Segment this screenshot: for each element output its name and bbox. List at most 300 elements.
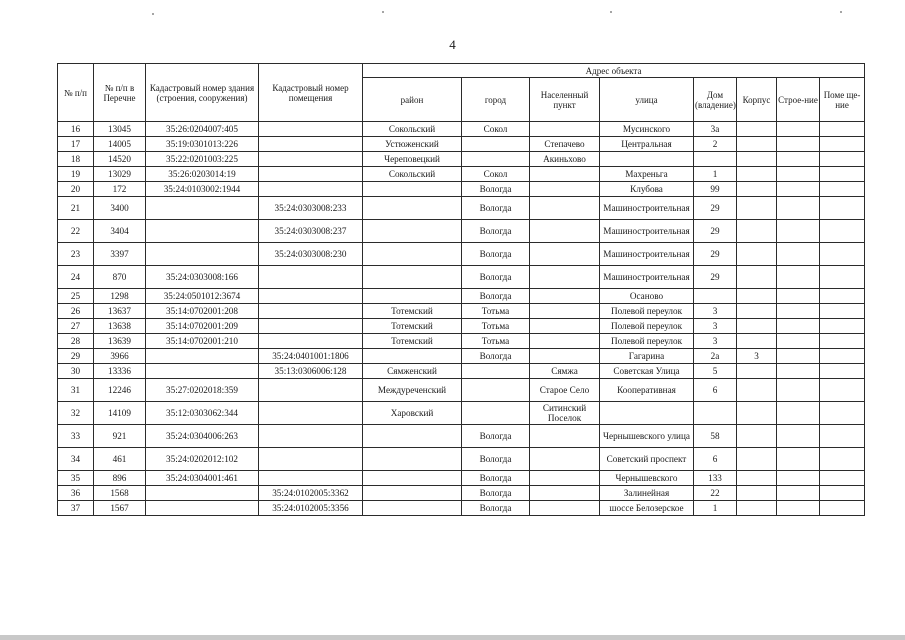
cell-stroenie	[777, 152, 820, 167]
table-row	[58, 364, 865, 379]
cell-city: Вологда	[462, 197, 530, 220]
cell-pomeshchenie	[820, 334, 865, 349]
cell-pomeshchenie	[820, 402, 865, 425]
header-cadastral-room: Кадастровый номер помещения	[259, 64, 363, 122]
cell-street: Махреньга	[600, 167, 694, 182]
cell-district: Череповецкий	[363, 152, 462, 167]
cell-list-num: 870	[94, 266, 146, 289]
cell-korpus	[737, 402, 777, 425]
table-row	[58, 220, 865, 243]
cell-cadastral-building: 35:24:0304006:263	[146, 425, 259, 448]
cell-settlement	[530, 425, 600, 448]
cell-cadastral-room	[259, 402, 363, 425]
cell-city: Вологда	[462, 471, 530, 486]
table-row	[58, 379, 865, 402]
cell-stroenie	[777, 243, 820, 266]
cell-list-num: 1567	[94, 501, 146, 516]
cell-cadastral-room	[259, 304, 363, 319]
cell-cadastral-building: 35:14:0702001:210	[146, 334, 259, 349]
cell-cadastral-building: 35:24:0501012:3674	[146, 289, 259, 304]
cell-street: Машиностроительная	[600, 266, 694, 289]
table-row	[58, 197, 865, 220]
cell-settlement	[530, 501, 600, 516]
cell-cadastral-building: 35:24:0303008:166	[146, 266, 259, 289]
cell-pomeshchenie	[820, 379, 865, 402]
cell-pomeshchenie	[820, 266, 865, 289]
cell-city	[462, 402, 530, 425]
cell-num: 31	[58, 379, 94, 402]
table-row	[58, 137, 865, 152]
table-row	[58, 334, 865, 349]
cell-city: Тотьма	[462, 319, 530, 334]
cell-house: 2а	[694, 349, 737, 364]
cell-street: Машиностроительная	[600, 243, 694, 266]
cell-cadastral-building	[146, 243, 259, 266]
cell-list-num: 3404	[94, 220, 146, 243]
cell-street: Полевой переулок	[600, 304, 694, 319]
cell-cadastral-room	[259, 137, 363, 152]
cell-stroenie	[777, 425, 820, 448]
cell-stroenie	[777, 471, 820, 486]
page-number: 4	[449, 37, 456, 52]
cell-city: Вологда	[462, 220, 530, 243]
cell-stroenie	[777, 349, 820, 364]
table-row	[58, 266, 865, 289]
cell-cadastral-building: 35:26:0203014:19	[146, 167, 259, 182]
cell-pomeshchenie	[820, 243, 865, 266]
cell-pomeshchenie	[820, 471, 865, 486]
cell-cadastral-room: 35:24:0102005:3356	[259, 501, 363, 516]
cell-list-num: 3966	[94, 349, 146, 364]
cell-house: 3	[694, 304, 737, 319]
cell-stroenie	[777, 364, 820, 379]
cell-pomeshchenie	[820, 289, 865, 304]
cell-cadastral-building: 35:19:0301013:226	[146, 137, 259, 152]
cell-house: 2	[694, 137, 737, 152]
cell-list-num: 14005	[94, 137, 146, 152]
cell-house	[694, 402, 737, 425]
cell-list-num: 1568	[94, 486, 146, 501]
cell-house: 6	[694, 379, 737, 402]
cell-stroenie	[777, 304, 820, 319]
table-row	[58, 425, 865, 448]
table-row	[58, 289, 865, 304]
cell-korpus	[737, 220, 777, 243]
cell-house: 1	[694, 501, 737, 516]
cell-settlement	[530, 319, 600, 334]
cell-cadastral-room: 35:24:0303008:230	[259, 243, 363, 266]
cell-korpus	[737, 137, 777, 152]
cell-settlement	[530, 334, 600, 349]
cell-korpus	[737, 122, 777, 137]
cell-korpus	[737, 167, 777, 182]
cell-district	[363, 182, 462, 197]
cell-list-num: 13637	[94, 304, 146, 319]
cell-settlement	[530, 486, 600, 501]
cell-street: Полевой переулок	[600, 319, 694, 334]
cell-street: Осаново	[600, 289, 694, 304]
cell-stroenie	[777, 266, 820, 289]
cell-street: Чернышевского улица	[600, 425, 694, 448]
cell-list-num: 13639	[94, 334, 146, 349]
cell-stroenie	[777, 448, 820, 471]
cell-street	[600, 152, 694, 167]
cell-korpus	[737, 486, 777, 501]
cell-house: 29	[694, 266, 737, 289]
cell-house	[694, 152, 737, 167]
table-row	[58, 402, 865, 425]
cell-korpus	[737, 152, 777, 167]
cell-street: Залинейная	[600, 486, 694, 501]
cell-list-num: 13045	[94, 122, 146, 137]
cell-stroenie	[777, 197, 820, 220]
cell-street: шоссе Белозерское	[600, 501, 694, 516]
cell-num: 35	[58, 471, 94, 486]
cell-city: Вологда	[462, 448, 530, 471]
cell-district	[363, 220, 462, 243]
cell-cadastral-building	[146, 486, 259, 501]
cell-num: 26	[58, 304, 94, 319]
cell-num: 19	[58, 167, 94, 182]
cell-list-num: 13638	[94, 319, 146, 334]
cell-settlement: Сямжа	[530, 364, 600, 379]
cell-stroenie	[777, 289, 820, 304]
cell-cadastral-building	[146, 197, 259, 220]
cell-pomeshchenie	[820, 319, 865, 334]
table-row	[58, 501, 865, 516]
scan-edge	[0, 635, 905, 640]
cell-house: 29	[694, 220, 737, 243]
header-num: № п/п	[58, 64, 94, 122]
cell-cadastral-building: 35:26:0204007:405	[146, 122, 259, 137]
cell-num: 16	[58, 122, 94, 137]
cell-list-num: 13336	[94, 364, 146, 379]
cell-num: 17	[58, 137, 94, 152]
cell-house	[694, 289, 737, 304]
cell-settlement	[530, 304, 600, 319]
cell-district: Сокольский	[363, 167, 462, 182]
cell-street: Советский проспект	[600, 448, 694, 471]
cell-num: 29	[58, 349, 94, 364]
cell-district: Сокольский	[363, 122, 462, 137]
cell-list-num: 921	[94, 425, 146, 448]
cell-district	[363, 243, 462, 266]
table-row	[58, 486, 865, 501]
cell-settlement	[530, 220, 600, 243]
objects-table	[57, 63, 865, 516]
cell-list-num: 3400	[94, 197, 146, 220]
cell-district	[363, 289, 462, 304]
cell-pomeshchenie	[820, 425, 865, 448]
cell-korpus	[737, 501, 777, 516]
cell-house: 133	[694, 471, 737, 486]
cell-num: 33	[58, 425, 94, 448]
cell-district	[363, 501, 462, 516]
cell-cadastral-building: 35:27:0202018:359	[146, 379, 259, 402]
cell-korpus	[737, 319, 777, 334]
header-korpus: Корпус	[737, 78, 777, 122]
cell-stroenie	[777, 137, 820, 152]
cell-korpus	[737, 304, 777, 319]
cell-cadastral-building: 35:24:0304001:461	[146, 471, 259, 486]
cell-city: Вологда	[462, 266, 530, 289]
table-row	[58, 243, 865, 266]
cell-settlement: Старое Село	[530, 379, 600, 402]
cell-settlement	[530, 243, 600, 266]
cell-house: 5	[694, 364, 737, 379]
cell-num: 18	[58, 152, 94, 167]
cell-house: 3	[694, 334, 737, 349]
cell-cadastral-room	[259, 379, 363, 402]
cell-num: 24	[58, 266, 94, 289]
cell-settlement	[530, 471, 600, 486]
cell-district	[363, 471, 462, 486]
cell-cadastral-building	[146, 501, 259, 516]
cell-cadastral-room	[259, 289, 363, 304]
cell-num: 28	[58, 334, 94, 349]
cell-num: 27	[58, 319, 94, 334]
cell-stroenie	[777, 501, 820, 516]
cell-house: 29	[694, 197, 737, 220]
cell-cadastral-room	[259, 448, 363, 471]
cell-district: Сямженский	[363, 364, 462, 379]
header-street: улица	[600, 78, 694, 122]
cell-list-num: 172	[94, 182, 146, 197]
cell-house: 29	[694, 243, 737, 266]
cell-street: Советская Улица	[600, 364, 694, 379]
cell-korpus	[737, 425, 777, 448]
cell-stroenie	[777, 167, 820, 182]
cell-pomeshchenie	[820, 152, 865, 167]
cell-korpus	[737, 289, 777, 304]
cell-street: Машиностроительная	[600, 197, 694, 220]
cell-korpus	[737, 182, 777, 197]
cell-district: Устюженский	[363, 137, 462, 152]
cell-pomeshchenie	[820, 304, 865, 319]
cell-house: 58	[694, 425, 737, 448]
cell-cadastral-building	[146, 364, 259, 379]
table-row	[58, 304, 865, 319]
cell-cadastral-building: 35:22:0201003:225	[146, 152, 259, 167]
header-district: район	[363, 78, 462, 122]
cell-korpus	[737, 448, 777, 471]
cell-settlement	[530, 448, 600, 471]
cell-num: 30	[58, 364, 94, 379]
cell-district	[363, 486, 462, 501]
cell-cadastral-building: 35:14:0702001:209	[146, 319, 259, 334]
cell-pomeshchenie	[820, 448, 865, 471]
header-address-group: Адрес объекта	[363, 64, 865, 78]
cell-cadastral-building: 35:24:0103002:1944	[146, 182, 259, 197]
table-body	[58, 122, 865, 516]
cell-district: Тотемский	[363, 334, 462, 349]
cell-district: Тотемский	[363, 319, 462, 334]
cell-district: Междуреченский	[363, 379, 462, 402]
cell-stroenie	[777, 486, 820, 501]
header-stroenie: Строе-ние	[777, 78, 820, 122]
cell-pomeshchenie	[820, 182, 865, 197]
cell-street: Гагарина	[600, 349, 694, 364]
cell-cadastral-room: 35:24:0102005:3362	[259, 486, 363, 501]
cell-list-num: 12246	[94, 379, 146, 402]
cell-pomeshchenie	[820, 501, 865, 516]
header-house: Дом (владение)	[694, 78, 737, 122]
cell-city: Вологда	[462, 182, 530, 197]
cell-cadastral-room: 35:24:0303008:233	[259, 197, 363, 220]
cell-pomeshchenie	[820, 137, 865, 152]
header-pomeshchenie: Поме ще-ние	[820, 78, 865, 122]
cell-pomeshchenie	[820, 122, 865, 137]
cell-cadastral-room	[259, 122, 363, 137]
cell-korpus	[737, 364, 777, 379]
cell-street: Машиностроительная	[600, 220, 694, 243]
cell-city: Вологда	[462, 349, 530, 364]
cell-cadastral-room: 35:24:0303008:237	[259, 220, 363, 243]
scan-speck	[840, 11, 842, 13]
cell-district	[363, 425, 462, 448]
cell-district	[363, 197, 462, 220]
table-row	[58, 471, 865, 486]
cell-cadastral-building	[146, 349, 259, 364]
cell-cadastral-building: 35:24:0202012:102	[146, 448, 259, 471]
cell-cadastral-room	[259, 425, 363, 448]
header-list-num: № п/п в Перечне	[94, 64, 146, 122]
cell-city: Вологда	[462, 289, 530, 304]
cell-list-num: 3397	[94, 243, 146, 266]
table-row	[58, 349, 865, 364]
cell-korpus	[737, 471, 777, 486]
cell-pomeshchenie	[820, 197, 865, 220]
cell-num: 37	[58, 501, 94, 516]
table-row	[58, 152, 865, 167]
cell-city	[462, 364, 530, 379]
cell-pomeshchenie	[820, 486, 865, 501]
cell-cadastral-room	[259, 152, 363, 167]
cell-house: 6	[694, 448, 737, 471]
cell-cadastral-room	[259, 182, 363, 197]
cell-city: Вологда	[462, 243, 530, 266]
cell-stroenie	[777, 379, 820, 402]
cell-korpus	[737, 243, 777, 266]
cell-pomeshchenie	[820, 364, 865, 379]
cell-city: Тотьма	[462, 304, 530, 319]
cell-cadastral-room	[259, 319, 363, 334]
cell-street: Чернышевского	[600, 471, 694, 486]
cell-pomeshchenie	[820, 220, 865, 243]
scan-speck	[610, 11, 612, 13]
cell-house: 99	[694, 182, 737, 197]
cell-list-num: 13029	[94, 167, 146, 182]
header-cadastral-building: Кадастровый номер здания (строения, сооружения)	[146, 64, 259, 122]
cell-stroenie	[777, 402, 820, 425]
cell-cadastral-building: 35:14:0702001:208	[146, 304, 259, 319]
cell-num: 36	[58, 486, 94, 501]
cell-settlement	[530, 167, 600, 182]
table-row	[58, 182, 865, 197]
cell-cadastral-room: 35:24:0401001:1806	[259, 349, 363, 364]
cell-stroenie	[777, 334, 820, 349]
cell-korpus	[737, 197, 777, 220]
cell-cadastral-room	[259, 471, 363, 486]
cell-settlement	[530, 266, 600, 289]
cell-list-num: 14109	[94, 402, 146, 425]
cell-street: Полевой переулок	[600, 334, 694, 349]
table-row	[58, 448, 865, 471]
cell-list-num: 896	[94, 471, 146, 486]
cell-cadastral-room	[259, 334, 363, 349]
cell-city	[462, 137, 530, 152]
cell-pomeshchenie	[820, 349, 865, 364]
cell-settlement	[530, 197, 600, 220]
cell-city	[462, 379, 530, 402]
cell-house: 1	[694, 167, 737, 182]
cell-street: Кооперативная	[600, 379, 694, 402]
cell-city: Сокол	[462, 122, 530, 137]
cell-street	[600, 402, 694, 425]
cell-list-num: 14520	[94, 152, 146, 167]
cell-settlement	[530, 349, 600, 364]
cell-korpus	[737, 379, 777, 402]
cell-district: Харовский	[363, 402, 462, 425]
cell-city: Тотьма	[462, 334, 530, 349]
cell-cadastral-room: 35:13:0306006:128	[259, 364, 363, 379]
cell-pomeshchenie	[820, 167, 865, 182]
cell-city: Вологда	[462, 501, 530, 516]
cell-house: 3а	[694, 122, 737, 137]
cell-house: 22	[694, 486, 737, 501]
cell-stroenie	[777, 122, 820, 137]
cell-settlement	[530, 289, 600, 304]
cell-city: Сокол	[462, 167, 530, 182]
cell-settlement: Акиньхово	[530, 152, 600, 167]
cell-num: 20	[58, 182, 94, 197]
header-city: город	[462, 78, 530, 122]
cell-stroenie	[777, 220, 820, 243]
cell-list-num: 461	[94, 448, 146, 471]
cell-city: Вологда	[462, 486, 530, 501]
cell-num: 25	[58, 289, 94, 304]
cell-street: Центральная	[600, 137, 694, 152]
cell-street: Клубова	[600, 182, 694, 197]
cell-settlement	[530, 182, 600, 197]
table-row	[58, 319, 865, 334]
cell-cadastral-room	[259, 266, 363, 289]
cell-cadastral-building	[146, 220, 259, 243]
cell-district	[363, 448, 462, 471]
cell-street: Мусинского	[600, 122, 694, 137]
cell-district	[363, 349, 462, 364]
cell-num: 34	[58, 448, 94, 471]
cell-num: 22	[58, 220, 94, 243]
cell-settlement: Ситинский Поселок	[530, 402, 600, 425]
cell-house: 3	[694, 319, 737, 334]
scan-speck	[382, 11, 384, 13]
cell-city	[462, 152, 530, 167]
cell-stroenie	[777, 182, 820, 197]
cell-district: Тотемский	[363, 304, 462, 319]
cell-city: Вологда	[462, 425, 530, 448]
cell-num: 21	[58, 197, 94, 220]
cell-cadastral-building: 35:12:0303062:344	[146, 402, 259, 425]
cell-settlement	[530, 122, 600, 137]
cell-list-num: 1298	[94, 289, 146, 304]
cell-stroenie	[777, 319, 820, 334]
cell-cadastral-room	[259, 167, 363, 182]
table-row	[58, 122, 865, 137]
cell-district	[363, 266, 462, 289]
header-settlement: Населенный пункт	[530, 78, 600, 122]
cell-korpus	[737, 334, 777, 349]
